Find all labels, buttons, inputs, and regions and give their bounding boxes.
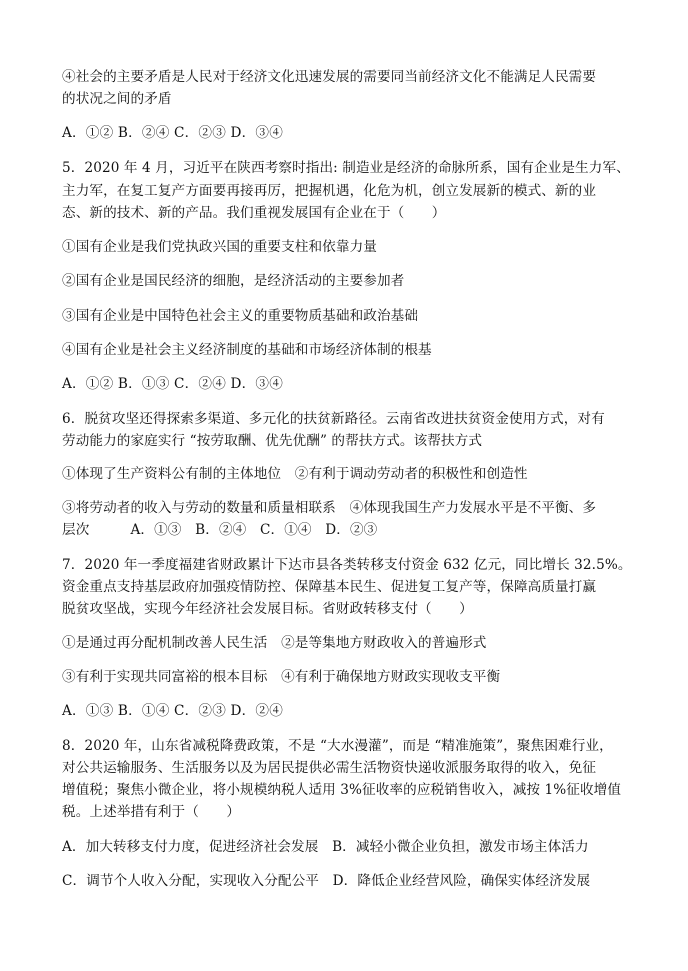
q5-option4: ④国有企业是社会主义经济制度的基础和市场经济体制的根基 [62, 342, 432, 358]
q7-options-line1: ①是通过再分配机制改善人民生活 ②是等集地方财政收入的普遍形式 [62, 635, 487, 651]
q5-answers: A．①② B．①③ C．②④ D．③④ [62, 376, 283, 392]
q5-stem-line3: 态、新的技术、新的产品。我们重视发展国有企业在于（ ） [62, 205, 446, 221]
q7-stem-line2: 资金重点支持基层政府加强疫情防控、保障基本民生、促进复工复产等，保障高质量打赢 [62, 579, 597, 595]
q5-option1: ①国有企业是我们党执政兴国的重要支柱和依靠力量 [62, 239, 377, 255]
q4-option4-line1: ④社会的主要矛盾是人民对于经济文化迅速发展的需要同当前经济文化不能满足人民需要 [62, 69, 597, 85]
q5-option3: ③国有企业是中国特色社会主义的重要物质基础和政治基础 [62, 308, 419, 324]
q6-options-line1: ①体现了生产资料公有制的主体地位 ②有利于调动劳动者的积极性和创造性 [62, 466, 528, 482]
q7-stem-line3: 脱贫攻坚战，实现今年经济社会发展目标。省财政转移支付（ ） [62, 601, 473, 617]
q8-options-line2: C．调节个人收入分配，实现收入分配公平 D．降低企业经营风险，确保实体经济发展 [62, 873, 591, 889]
q7-stem-line1: 7．2020 年一季度福建省财政累计下达市县各类转移支付资金 632 亿元，同比增长 32.5%。 [62, 557, 632, 573]
q6-stem-line2: 劳动能力的家庭实行 “按劳取酬、优先优酬” 的帮扶方式。该帮扶方式 [62, 433, 483, 449]
q6-stem-line1: 6．脱贫攻坚还得探索多渠道、多元化的扶贫新路径。云南省改进扶贫资金使用方式，对有 [62, 411, 605, 427]
q5-option2: ②国有企业是国民经济的细胞，是经济活动的主要参加者 [62, 273, 405, 289]
q4-answers: A．①② B．②④ C．②③ D．③④ [62, 125, 283, 141]
q8-stem-line3: 增值税；聚焦小微企业，将小规模纳税人适用 3%征收率的应税销售收入，减按 1%征收增值 [62, 782, 622, 798]
q8-stem-line4: 税。上述举措有利于（ ） [62, 804, 241, 820]
q6-options-line3: 层次 A．①③ B．②④ C．①④ D．②③ [62, 522, 378, 538]
q8-stem-line2: 对公共运输服务、生活服务以及为居民提供必需生活物资快递收派服务取得的收入，免征 [62, 760, 597, 776]
q8-stem-line1: 8．2020 年，山东省减税降费政策，不是 “大水漫灌”，而是 “精准施策”，聚焦困难行业， [62, 738, 613, 754]
q6-options-line2: ③将劳动者的收入与劳动的数量和质量相联系 ④体现我国生产力发展水平是不平衡、多 [62, 500, 597, 516]
q5-stem-line1: 5．2020 年 4 月，习近平在陕西考察时指出: 制造业是经济的命脉所系，国有企业是生力军、 [62, 160, 630, 176]
q7-options-line2: ③有利于实现共同富裕的根本目标 ④有利于确保地方财政实现收支平衡 [62, 669, 501, 685]
q8-options-line1: A．加大转移支付力度，促进经济社会发展 B．减轻小微企业负担，激发市场主体活力 [62, 839, 589, 855]
q4-option4-line2: 的状况之间的矛盾 [62, 91, 172, 107]
q5-stem-line2: 主力军，在复工复产方面要再接再厉，把握机遇，化危为机，创立发展新的模式、新的业 [62, 183, 597, 199]
q7-answers: A．①③ B．①④ C．②③ D．②④ [62, 703, 283, 719]
